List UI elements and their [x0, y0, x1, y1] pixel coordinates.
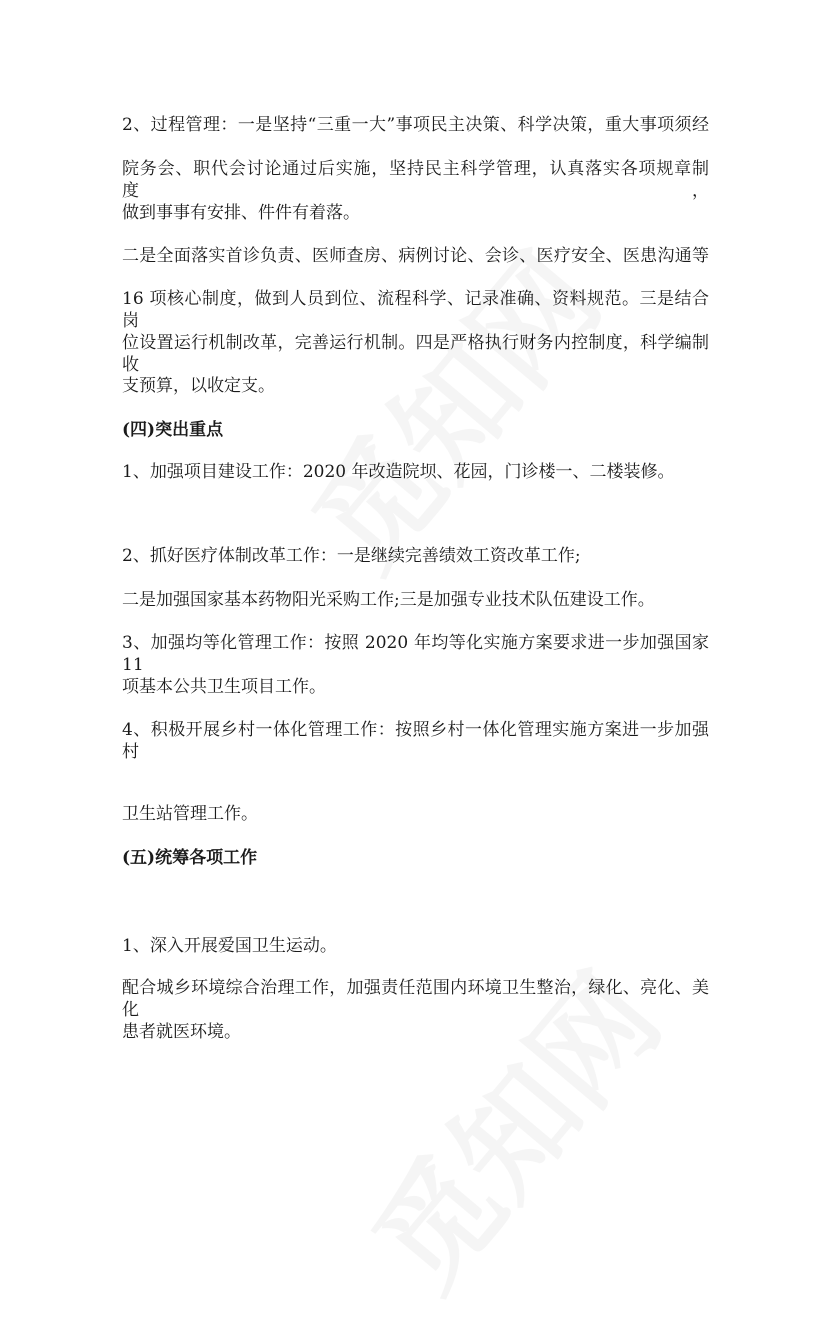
text-line: 做到事事有安排、件件有着落。 [122, 203, 360, 223]
text-line: 院务会、职代会讨论通过后实施，坚持民主科学管理，认真落实各项规章制度， [122, 159, 709, 201]
section-heading: (四)突出重点 [122, 420, 224, 440]
section-heading: (五)统筹各项工作 [122, 848, 258, 868]
text-line: 支预算，以收定支。 [122, 376, 275, 396]
text-line: 2、抓好医疗体制改革工作：一是继续完善绩效工资改革工作; [122, 546, 581, 566]
text-line: 1、加强项目建设工作：2020 年改造院坝、花园，门诊楼一、二楼装修。 [122, 462, 675, 482]
text-line: 卫生站管理工作。 [122, 804, 258, 824]
text-line: 4、积极开展乡村一体化管理工作：按照乡村一体化管理实施方案进一步加强村 [122, 720, 709, 762]
text-line: 患者就医环境。 [122, 1022, 241, 1042]
text-line: 位设置运行机制改革，完善运行机制。四是严格执行财务内控制度，科学编制收 [122, 333, 709, 375]
text-line: 二是全面落实首诊负责、医师查房、病例讨论、会诊、医疗安全、医患沟通等 [122, 246, 709, 266]
text-line: 1、深入开展爱国卫生运动。 [122, 936, 337, 956]
text-line: 2、过程管理：一是坚持“三重一大”事项民主决策、科学决策，重大事项须经 [122, 115, 709, 135]
text-line: 配合城乡环境综合治理工作，加强责任范围内环境卫生整治，绿化、亮化、美化 [122, 978, 709, 1020]
text-line: 3、加强均等化管理工作：按照 2020 年均等化实施方案要求进一步加强国家 11 [122, 633, 709, 675]
text-line: 项基本公共卫生项目工作。 [122, 677, 326, 697]
text-line: 二是加强国家基本药物阳光采购工作;三是加强专业技术队伍建设工作。 [122, 590, 655, 610]
watermark [268, 213, 631, 599]
text-line: 16 项核心制度，做到人员到位、流程科学、记录准确、资料规范。三是结合岗 [122, 289, 709, 331]
